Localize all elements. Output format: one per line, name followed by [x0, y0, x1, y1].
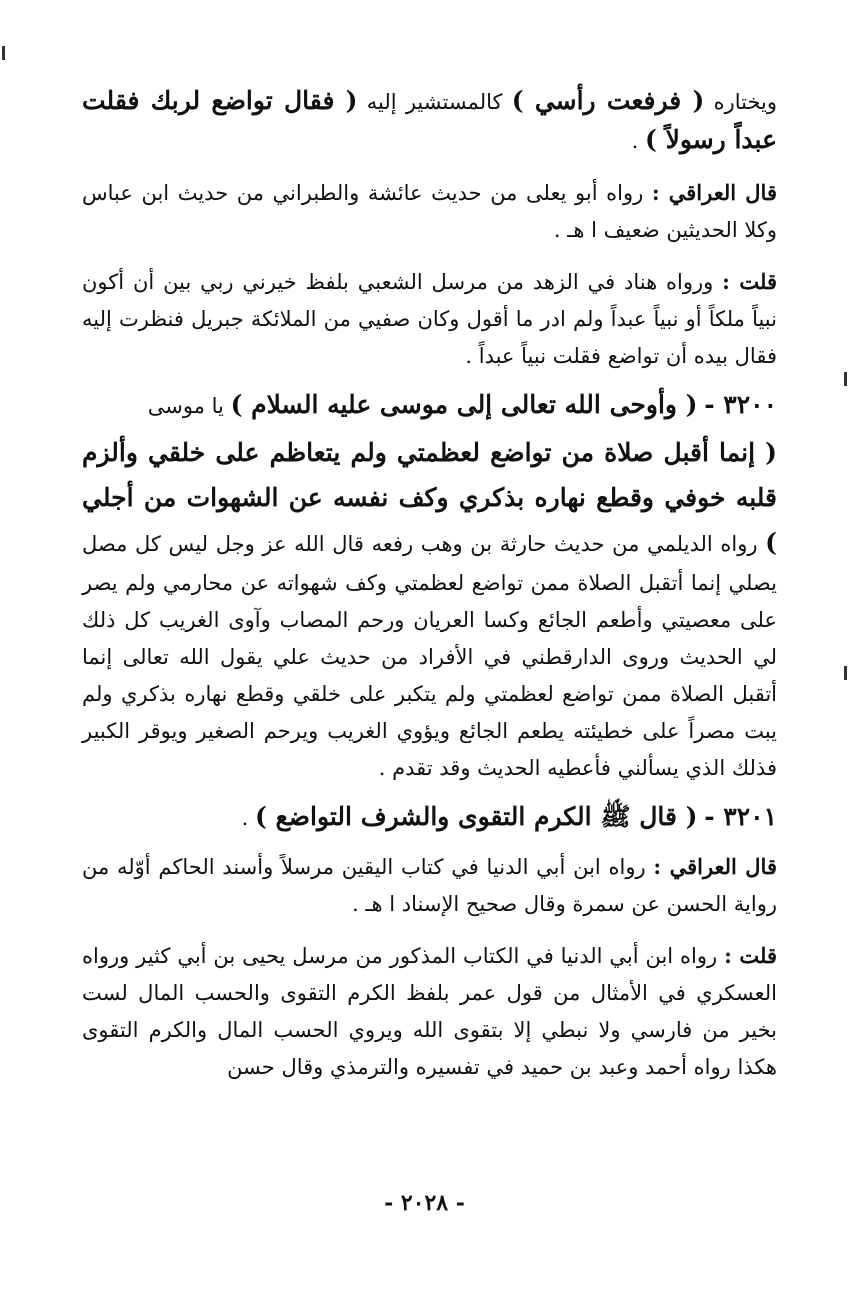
scan-edge-mark	[844, 372, 847, 386]
paragraph-hadith-3200	[82, 430, 777, 787]
paragraph-qult-1	[82, 263, 777, 375]
hadith-3201-heading	[82, 793, 777, 842]
hadith-commentary: رواه الديلمي من حديث حارثة بن وهب رفعه قال الله عز وجل ليس كل مصل يصلي إنما أتقبل الصلاة ممن تواضع لعظمتي وكف شهواته عن محارمي ولم يصر على معصيتي وأطعم الجائع وكسا العريان ورحم المصاب وآوى الغريب كل ذلك لي الحديث وروى الدارقطني في الأفراد من حديث علي يقول الله تعالى إنما أتقبل الصلاة ممن تواضع لعظمتي ولم يتكبر على خلقي وقطع نهاره بذكري ولم يبت مصراً على خطيئته يطعم الجائع ويؤوي الغريب ويرحم الصغير ويوقر الكبير فذلك الذي يسألني فأعطيه الحديث وقد تقدم .	[82, 532, 777, 780]
iraqi-text: رواه أبو يعلى من حديث عائشة والطبراني من حديث ابن عباس وكلا الحديثين ضعيف ا هـ .	[82, 181, 777, 242]
hadith-title-tail: يا موسى	[147, 394, 224, 418]
hadith-title: ( وأوحى الله تعالى إلى موسى عليه السلام )	[230, 390, 698, 419]
paragraph-iraqi-2	[82, 848, 777, 923]
iraqi-text: رواه ابن أبي الدنيا في كتاب اليقين مرسلاً وأسند الحاكم أوّله من رواية الحسن عن سمرة وقال صحيح الإسناد ا هـ .	[82, 855, 777, 916]
paragraph-intro	[82, 82, 777, 160]
qult-label: قلت :	[724, 943, 777, 968]
scan-edge-mark	[844, 666, 847, 680]
paragraph-iraqi-1	[82, 174, 777, 249]
intro-end: .	[631, 129, 639, 153]
iraqi-label: قال العراقي :	[653, 854, 777, 879]
hadith-3200-heading	[82, 381, 777, 430]
intro-mid: كالمستشير إليه	[366, 90, 503, 114]
qult-text: ورواه هناد في الزهد من مرسل الشعبي بلفظ خيرني ربي بين أن أكون نبياً ملكاً أو نبياً عبداً ولم ادر ما أقول وكان صفيي من الملائكة جبريل فنظرت إليه فقال بيده أن تواضع فقلت نبياً عبداً .	[82, 270, 777, 368]
intro-lead: ويختاره	[713, 90, 777, 114]
intro-quote-2: ( فقال تواضع لربك فقلت عبداً رسولاً )	[82, 86, 777, 154]
hadith-quote: ( إنما أقبل صلاة من تواضع لعظمتي ولم يتعاظم على خلقي وألزم قلبه خوفي وقطع نهاره بذكري وكف نفسه عن الشهوات من أجلي )	[82, 438, 777, 557]
scan-edge-mark	[2, 46, 5, 60]
iraqi-label: قال العراقي :	[651, 180, 777, 205]
qult-label: قلت :	[722, 269, 777, 294]
paragraph-qult-2	[82, 937, 777, 1086]
hadith-number: ٣٢٠١ -	[704, 802, 777, 831]
hadith-number: ٣٢٠٠ -	[704, 390, 777, 419]
qult-text: رواه ابن أبي الدنيا في الكتاب المذكور من مرسل يحيى بن أبي كثير ورواه العسكري في الأمثال من قول عمر بلفظ الكرم التقوى والحسب المال لست بخير من فارسي ولا نبطي إلا بتقوى الله ويروي الحسب المال والكرم التقوى هكذا رواه أحمد وعبد بن حميد في تفسيره والترمذي وقال حسن	[82, 944, 777, 1079]
hadith-title-tail: .	[241, 806, 249, 830]
page-number: - ٢٠٢٨ -	[384, 1190, 465, 1216]
hadith-title: ( قال ﷺ الكرم التقوى والشرف التواضع )	[254, 802, 698, 831]
intro-quote-1: ( فرفعت رأسي )	[511, 86, 705, 115]
